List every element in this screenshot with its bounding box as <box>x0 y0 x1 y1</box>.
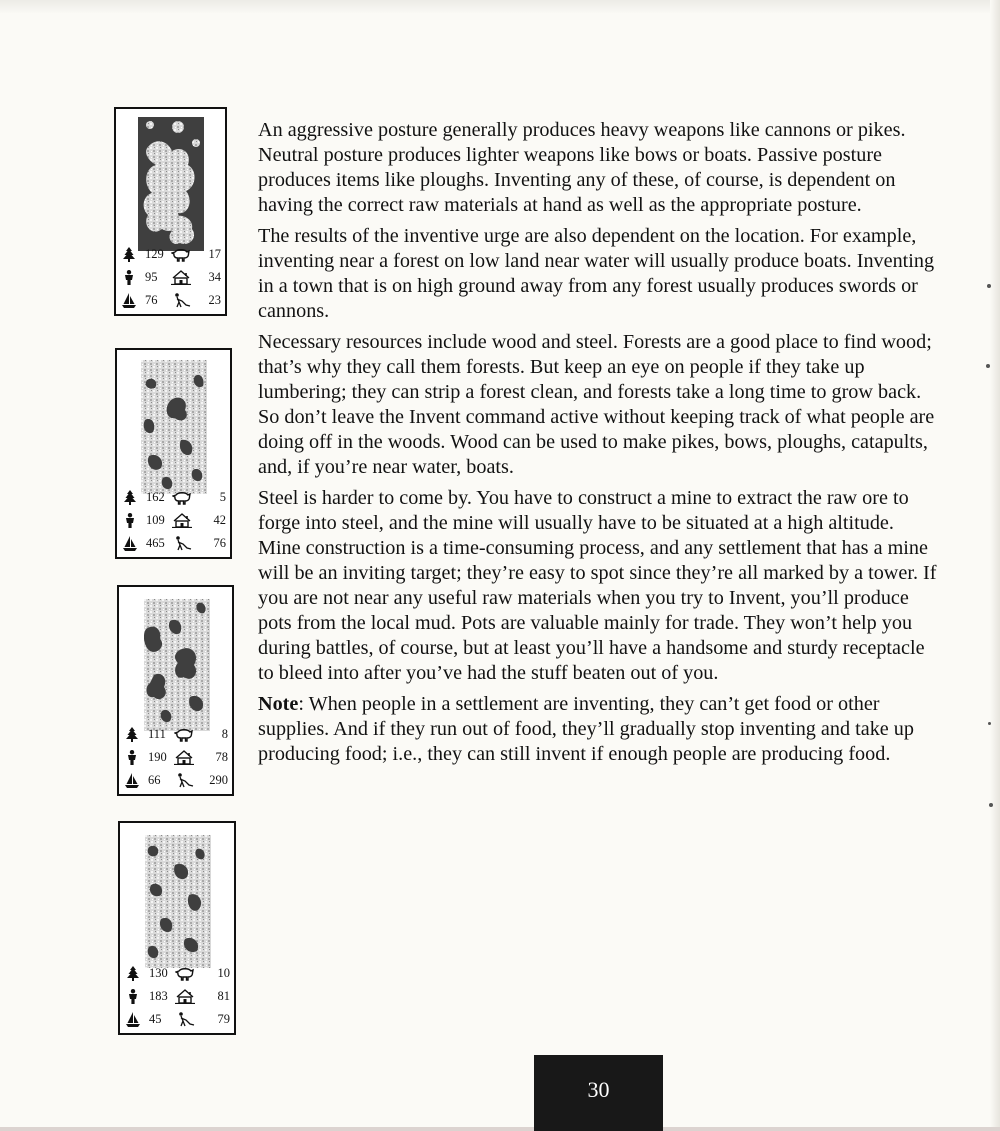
forest-count: 129 <box>145 247 164 261</box>
paper-speck <box>988 722 991 725</box>
stat-row <box>124 962 230 985</box>
settlement-count: 81 <box>217 989 230 1003</box>
settlement-stats <box>121 486 226 555</box>
food-count: 17 <box>208 247 221 261</box>
person-icon <box>123 513 137 528</box>
sailboat-icon <box>126 1012 140 1027</box>
worker-count: 76 <box>213 536 226 550</box>
population-count: 109 <box>146 513 165 527</box>
manual-body-text <box>258 118 938 773</box>
paragraph: Necessary resources include wood and steel. Forests are a good place to find wood; that’s why they call them forests. But keep an eye on people if they take up lumbering; they can strip a forest clean, and forests take a long time to grow back. So don’t leave the Invent command active without keeping track of what people are doing off in the woods. Wood can be used to make pikes, bows, ploughs, catapults, and, if you’re near water, boats. <box>258 331 935 478</box>
settlement-count: 78 <box>215 750 228 764</box>
ploughman-icon <box>175 1012 195 1027</box>
sailboat-icon <box>122 293 136 308</box>
page-number: 30 <box>587 1077 610 1102</box>
stat-row <box>124 1008 230 1031</box>
population-count: 183 <box>149 989 168 1003</box>
forest-count: 162 <box>146 490 165 504</box>
tree-icon <box>122 247 136 262</box>
stat-row <box>123 723 228 746</box>
ploughman-icon <box>172 536 192 551</box>
paragraph: Steel is harder to come by. You have to construct a mine to extract the raw ore to forge into steel, and the mine will usually have to be situated at a high altitude. Mine construction is a time-consuming process, and any settlement that has a mine will be an inviting target; they’re easy to spot since they’re all marked by a tower. If you are not near any useful raw materials when you try to Invent, you’ll produce pots from the local mud. Pots are valuable mainly for trade. They won’t help you during battles, of course, but at least you’ll have a handsome and sturdy receptacle to bleed into after you’ve had the stuff beaten out of you. <box>258 487 937 684</box>
settlement-stats <box>123 723 228 792</box>
page-top-shadow <box>0 0 1000 14</box>
ploughman-icon <box>171 293 191 308</box>
map-thumbnail[interactable] <box>144 599 210 731</box>
worker-count: 79 <box>217 1012 230 1026</box>
sailboat-icon <box>123 536 137 551</box>
forest-count: 111 <box>148 727 166 741</box>
paper-speck <box>989 803 993 807</box>
stat-row <box>120 266 221 289</box>
pig-icon <box>175 966 195 981</box>
paragraph: The results of the inventive urge are also dependent on the location. For example, inventing near a forest on low land near water will usually produce boats. Inventing in a town that is on high ground away from any forest usually produces swords or cannons. <box>258 225 935 322</box>
settlement-count: 34 <box>208 270 221 284</box>
paper-speck <box>987 284 991 288</box>
settlement-count: 42 <box>213 513 226 527</box>
boat-count: 76 <box>145 293 158 307</box>
page-number-tab <box>534 1055 663 1131</box>
map-panel <box>114 107 227 316</box>
boat-count: 45 <box>149 1012 162 1026</box>
stat-row <box>120 243 221 266</box>
person-icon <box>125 750 139 765</box>
sailboat-icon <box>125 773 139 788</box>
forest-count: 130 <box>149 966 168 980</box>
pig-icon <box>174 727 194 742</box>
food-count: 8 <box>221 727 228 741</box>
map-thumbnail[interactable] <box>141 360 207 494</box>
worker-count: 23 <box>208 293 221 307</box>
boat-count: 66 <box>148 773 161 787</box>
tree-icon <box>126 966 140 981</box>
note-label: Note <box>258 693 299 715</box>
note-text: : When people in a settlement are inventing, they can’t get food or other supplies. And if they run out of food, they’ll gradually stop inventing and take up producing food; i.e., they can still invent if enough people are producing food. <box>258 693 914 765</box>
population-count: 190 <box>148 750 167 764</box>
stat-row <box>121 532 226 555</box>
map-panel <box>117 585 234 796</box>
paragraph: An aggressive posture generally produces heavy weapons like cannons or pikes. Neutral posture produces lighter weapons like bows or boats. Passive posture produces items like ploughs. Inventing any of these, of course, is dependent on having the correct raw materials at hand as well as the appropriate posture. <box>258 119 906 216</box>
map-thumbnail[interactable] <box>145 835 211 968</box>
pig-icon <box>172 490 192 505</box>
map-panel <box>115 348 232 559</box>
population-count: 95 <box>145 270 158 284</box>
house-icon <box>171 270 191 285</box>
settlement-stats <box>120 243 221 312</box>
person-icon <box>122 270 136 285</box>
paper-speck <box>986 364 990 368</box>
food-count: 10 <box>217 966 230 980</box>
stat-row <box>123 746 228 769</box>
settlement-stats <box>124 962 230 1031</box>
map-panel <box>118 821 236 1035</box>
house-icon <box>174 750 194 765</box>
stat-row <box>123 769 228 792</box>
house-icon <box>172 513 192 528</box>
map-thumbnail[interactable] <box>138 117 204 251</box>
pig-icon <box>171 247 191 262</box>
ploughman-icon <box>174 773 194 788</box>
page-bottom-edge <box>0 1127 1000 1131</box>
food-count: 5 <box>219 490 226 504</box>
tree-icon <box>123 490 137 505</box>
house-icon <box>175 989 195 1004</box>
boat-count: 465 <box>146 536 165 550</box>
stat-row <box>124 985 230 1008</box>
tree-icon <box>125 727 139 742</box>
stat-row <box>120 289 221 312</box>
stat-row <box>121 486 226 509</box>
person-icon <box>126 989 140 1004</box>
page-right-shadow <box>990 0 1000 1131</box>
stat-row <box>121 509 226 532</box>
worker-count: 290 <box>209 773 228 787</box>
note-paragraph <box>258 692 938 767</box>
